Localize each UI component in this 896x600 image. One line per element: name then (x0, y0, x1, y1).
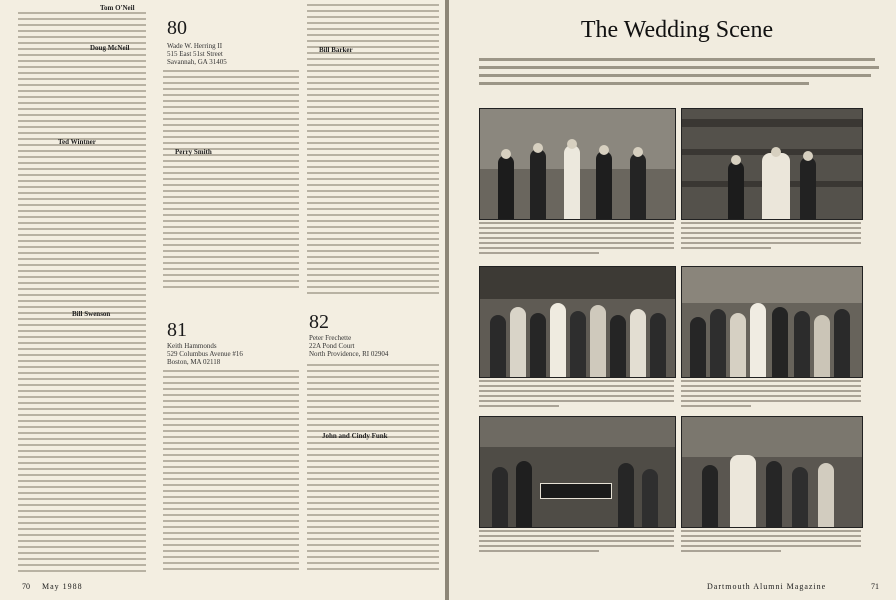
bold-name: John and Cindy Funk (322, 432, 388, 440)
bold-name: Bill Swenson (72, 310, 111, 318)
left-page-number: 70 (22, 582, 30, 591)
class-address-81: Keith Hammonds 529 Columbus Avenue #16 Boston, MA 02118 (167, 342, 243, 366)
bold-name: Bill Barker (319, 46, 353, 54)
class-address-80: Wade W. Herring II 515 East 51st Street Savannah, GA 31405 (167, 42, 227, 66)
bold-name: Perry Smith (175, 148, 212, 156)
right-page (449, 0, 896, 600)
class-heading-81: 81 (167, 319, 187, 341)
left-column-1 (18, 4, 146, 574)
bold-name: Ted Wintner (58, 138, 96, 146)
photo-barker-wedding (681, 266, 863, 378)
right-magazine-name: Dartmouth Alumni Magazine (707, 582, 827, 591)
left-page (0, 0, 445, 600)
photo-dartmouth-banner (479, 416, 676, 528)
photo-campbell-wedding (681, 416, 863, 528)
caption-campbell-wedding (681, 530, 861, 562)
caption-staircase (681, 222, 861, 262)
intro-paragraph (479, 58, 889, 90)
class-address-82: Peter Frechette 22A Pond Court North Providence, RI 02904 (309, 334, 389, 358)
left-column-3 (307, 4, 439, 574)
photo-staircase (681, 108, 863, 220)
bold-name: Tom O'Neil (100, 4, 135, 12)
left-column-2 (163, 4, 299, 574)
caption-dartmouth-banner (479, 530, 674, 562)
left-issue: May 1988 (42, 582, 83, 591)
right-page-number: 71 (871, 582, 879, 591)
class-heading-80: 80 (167, 17, 187, 39)
caption-groomsmen (479, 222, 674, 262)
caption-barker-wedding (681, 380, 861, 414)
class-heading-82: 82 (309, 311, 329, 333)
photo-wedding-party (479, 266, 676, 378)
page-title: The Wedding Scene (580, 17, 774, 43)
caption-wedding-party (479, 380, 674, 414)
bold-name: Doug McNeil (90, 44, 130, 52)
photo-groomsmen (479, 108, 676, 220)
